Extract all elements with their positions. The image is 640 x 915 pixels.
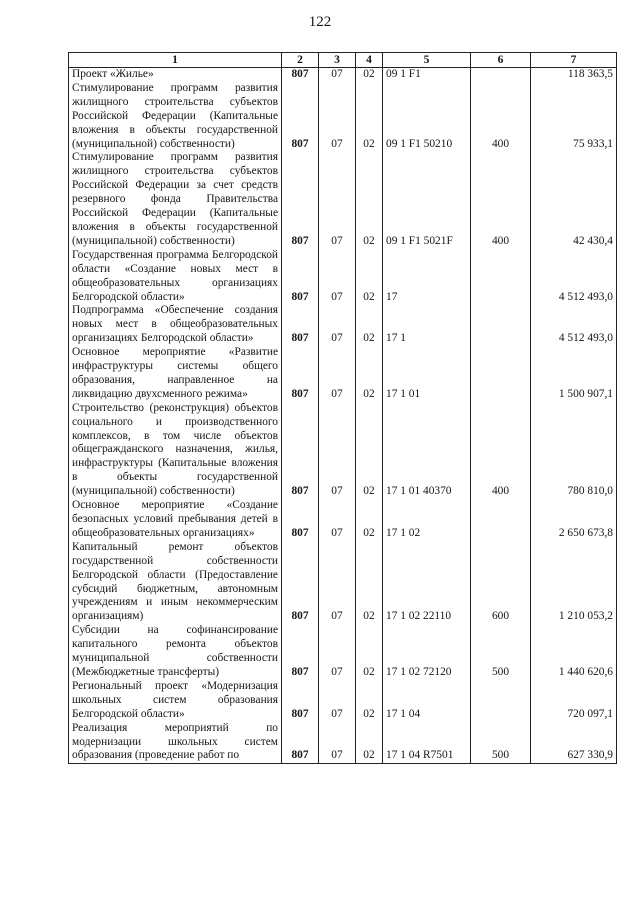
row-expense-type: 500 <box>471 722 531 764</box>
row-subsection: 02 <box>356 304 383 346</box>
row-ministry-code: 807 <box>282 304 319 346</box>
row-target-article: 09 1 F1 <box>383 68 471 82</box>
row-expense-type <box>471 304 531 346</box>
row-subsection: 02 <box>356 82 383 152</box>
table-row <box>69 249 617 305</box>
row-section: 07 <box>319 151 356 248</box>
header-col-2: 2 <box>282 53 319 68</box>
row-target-article: 09 1 F1 5021F <box>383 151 471 248</box>
header-col-4: 4 <box>356 53 383 68</box>
row-name: Реализация мероприятий по модернизации школьных систем образования (проведение работ по <box>69 722 282 764</box>
row-name: Стимулирование программ развития жилищного строительства субъектов Российской Федерации за счет средств резервного фонда Правительства Российской Федерации (Капитальные вложения в объекты государственной (муниципальной) собственности) <box>69 151 282 248</box>
row-ministry-code: 807 <box>282 346 319 402</box>
header-col-7: 7 <box>531 53 617 68</box>
row-target-article: 17 1 02 22110 <box>383 541 471 624</box>
table-row <box>69 680 617 722</box>
table-row <box>69 722 617 764</box>
table-row <box>69 68 617 82</box>
row-target-article: 17 <box>383 249 471 305</box>
row-subsection: 02 <box>356 624 383 680</box>
row-target-article: 17 1 02 72120 <box>383 624 471 680</box>
row-subsection: 02 <box>356 680 383 722</box>
row-ministry-code: 807 <box>282 249 319 305</box>
table-row <box>69 541 617 624</box>
row-amount: 42 430,4 <box>531 151 617 248</box>
row-amount: 627 330,9 <box>531 722 617 764</box>
row-name: Субсидии на софинансирование капитального ремонта объектов муниципальной собственности (Межбюджетные трансферты) <box>69 624 282 680</box>
row-target-article: 17 1 <box>383 304 471 346</box>
row-expense-type <box>471 68 531 82</box>
row-expense-type: 400 <box>471 402 531 499</box>
table-row <box>69 624 617 680</box>
row-subsection: 02 <box>356 249 383 305</box>
row-target-article: 17 1 01 40370 <box>383 402 471 499</box>
row-ministry-code: 807 <box>282 722 319 764</box>
row-section: 07 <box>319 402 356 499</box>
row-amount: 118 363,5 <box>531 68 617 82</box>
row-expense-type: 600 <box>471 541 531 624</box>
row-expense-type: 400 <box>471 82 531 152</box>
row-ministry-code: 807 <box>282 82 319 152</box>
row-target-article: 17 1 04 <box>383 680 471 722</box>
row-subsection: 02 <box>356 68 383 82</box>
row-subsection: 02 <box>356 402 383 499</box>
row-subsection: 02 <box>356 541 383 624</box>
header-col-5: 5 <box>383 53 471 68</box>
row-ministry-code: 807 <box>282 499 319 541</box>
row-target-article: 17 1 02 <box>383 499 471 541</box>
row-ministry-code: 807 <box>282 680 319 722</box>
row-ministry-code: 807 <box>282 151 319 248</box>
row-section: 07 <box>319 680 356 722</box>
row-ministry-code: 807 <box>282 624 319 680</box>
header-col-1: 1 <box>69 53 282 68</box>
row-amount: 720 097,1 <box>531 680 617 722</box>
table-row <box>69 151 617 248</box>
row-target-article: 09 1 F1 50210 <box>383 82 471 152</box>
table-row <box>69 499 617 541</box>
row-section: 07 <box>319 304 356 346</box>
page-number: 122 <box>308 14 332 30</box>
row-expense-type <box>471 249 531 305</box>
row-section: 07 <box>319 346 356 402</box>
row-name: Подпрограмма «Обеспечение создания новых мест в общеобразовательных организациях Белгородской области» <box>69 304 282 346</box>
row-name: Основное мероприятие «Создание безопасных условий пребывания детей в общеобразовательных организациях» <box>69 499 282 541</box>
row-target-article: 17 1 04 R7501 <box>383 722 471 764</box>
row-amount: 4 512 493,0 <box>531 304 617 346</box>
row-subsection: 02 <box>356 151 383 248</box>
row-ministry-code: 807 <box>282 541 319 624</box>
row-expense-type <box>471 680 531 722</box>
row-section: 07 <box>319 624 356 680</box>
row-amount: 1 500 907,1 <box>531 346 617 402</box>
row-amount: 780 810,0 <box>531 402 617 499</box>
row-subsection: 02 <box>356 346 383 402</box>
table-row <box>69 82 617 152</box>
table-row <box>69 402 617 499</box>
row-section: 07 <box>319 82 356 152</box>
row-section: 07 <box>319 541 356 624</box>
row-target-article: 17 1 01 <box>383 346 471 402</box>
table-row <box>69 346 617 402</box>
row-section: 07 <box>319 499 356 541</box>
row-name: Стимулирование программ развития жилищного строительства субъектов Российской Федерации (Капитальные вложения в объекты государственной (муниципальной) собственности) <box>69 82 282 152</box>
row-section: 07 <box>319 68 356 82</box>
row-expense-type <box>471 499 531 541</box>
row-amount: 4 512 493,0 <box>531 249 617 305</box>
row-name: Государственная программа Белгородской области «Создание новых мест в общеобразовательных организациях Белгородской области» <box>69 249 282 305</box>
row-amount: 1 440 620,6 <box>531 624 617 680</box>
row-subsection: 02 <box>356 499 383 541</box>
row-expense-type: 400 <box>471 151 531 248</box>
row-expense-type <box>471 346 531 402</box>
row-name: Капитальный ремонт объектов государственной собственности Белгородской области (Предоставление субсидий бюджетным, автономным учреждениям и иным некоммерческим организациям) <box>69 541 282 624</box>
row-name: Региональный проект «Модернизация школьных систем образования Белгородской области» <box>69 680 282 722</box>
budget-table <box>68 52 617 764</box>
row-section: 07 <box>319 722 356 764</box>
row-name: Строительство (реконструкция) объектов социального и производственного комплексов, в том числе объектов общегражданского назначения, жилья, инфраструктуры (Капитальные вложения в объекты государственной (муниципальной) собственности) <box>69 402 282 499</box>
header-col-6: 6 <box>471 53 531 68</box>
row-name: Проект «Жилье» <box>69 68 282 82</box>
table-row <box>69 304 617 346</box>
row-ministry-code: 807 <box>282 402 319 499</box>
row-amount: 1 210 053,2 <box>531 541 617 624</box>
row-amount: 2 650 673,8 <box>531 499 617 541</box>
row-subsection: 02 <box>356 722 383 764</box>
row-ministry-code: 807 <box>282 68 319 82</box>
row-expense-type: 500 <box>471 624 531 680</box>
header-col-3: 3 <box>319 53 356 68</box>
table-header-row <box>69 53 617 68</box>
row-name: Основное мероприятие «Развитие инфраструктуры системы общего образования, направленное на ликвидацию двухсменного режима» <box>69 346 282 402</box>
row-section: 07 <box>319 249 356 305</box>
row-amount: 75 933,1 <box>531 82 617 152</box>
